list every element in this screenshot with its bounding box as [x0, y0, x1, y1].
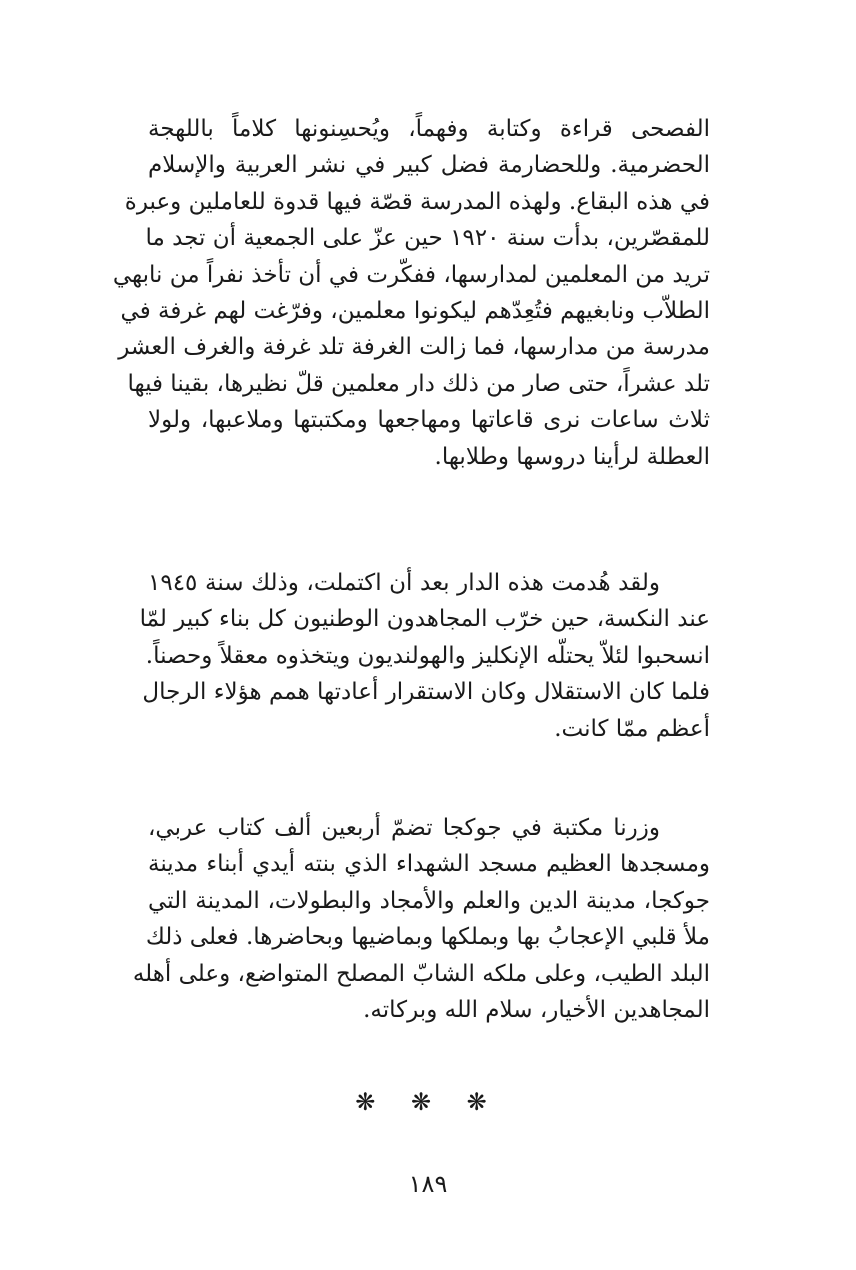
paragraph-line: تريد من المعلمين لمدارسها، ففكّرت في أن تأخذ نفراً من نابهي [112, 261, 710, 288]
paragraph-line: المجاهدين الأخيار، سلام الله وبركاته. [363, 996, 710, 1023]
page-number: ١٨٩ [408, 1170, 448, 1198]
section-separator: ❋ ❋ ❋ [355, 1088, 501, 1116]
paragraph-3 [132, 810, 710, 1028]
paragraph-line: البلد الطيب، وعلى ملكه الشابّ المصلح المتواضع، وعلى أهله [132, 960, 710, 987]
paragraph-line: ومسجدها العظيم مسجد الشهداء الذي بنته أيدي أبناء مدينة [148, 851, 710, 878]
paragraph-line: الطلاّب ونابغيهم فتُعِدّهم ليكونوا معلمين، وفرّغت لهم غرفة في [120, 297, 710, 324]
paragraph-line: ولقد هُدمت هذه الدار بعد أن اكتملت، وذلك سنة ١٩٤٥ [148, 570, 660, 596]
paragraph-line: للمقصّرين، بدأت سنة ١٩٢٠ حين عزّ على الجمعية أن تجد ما [145, 225, 710, 252]
paragraph-2 [139, 565, 710, 747]
paragraph-line: الحضرمية. وللحضارمة فضل كبير في نشر العربية والإسلام [148, 152, 710, 179]
paragraph-line: ملأ قلبي الإعجابُ بها وبملكها وبماضيها وبحاضرها. فعلى ذلك [145, 924, 710, 951]
paragraph-line: انسحبوا لئلاّ يحتلّه الإنكليز والهولنديون ويتخذوه معقلاً وحصناً. [145, 642, 710, 669]
paragraph-line: جوكجا، مدينة الدين والعلم والأمجاد والبطولات، المدينة التي [148, 887, 710, 914]
paragraph-line: أعظم ممّا كانت. [554, 715, 710, 742]
paragraph-line: تلد عشراً، حتى صار من ذلك دار معلمين قلّ نظيرها، بقينا فيها [127, 370, 710, 397]
paragraph-line: وزرنا مكتبة في جوكجا تضمّ أربعين ألف كتاب عربي، [148, 815, 660, 841]
paragraph-line: في هذه البقاع. ولهذه المدرسة قصّة فيها قدوة للعاملين وعبرة [124, 188, 710, 215]
paragraph-line: ثلاث ساعات نرى قاعاتها ومهاجعها ومكتبتها وملاعبها، ولولا [148, 407, 710, 434]
paragraph-line: فلما كان الاستقلال وكان الاستقرار أعادتها همم هؤلاء الرجال [142, 679, 710, 706]
paragraph-line: العطلة لرأينا دروسها وطلابها. [434, 443, 710, 470]
paragraph-1 [112, 111, 710, 475]
paragraph-line: عند النكسة، حين خرّب المجاهدون الوطنيون كل بناء كبير لمّا [139, 606, 710, 633]
paragraph-line: مدرسة من مدارسها، فما زالت الغرفة تلد غرفة والغرف العشر [118, 334, 710, 361]
paragraph-line: الفصحى قراءة وكتابة وفهماً، ويُحسِنونها كلاماً باللهجة [148, 116, 710, 142]
